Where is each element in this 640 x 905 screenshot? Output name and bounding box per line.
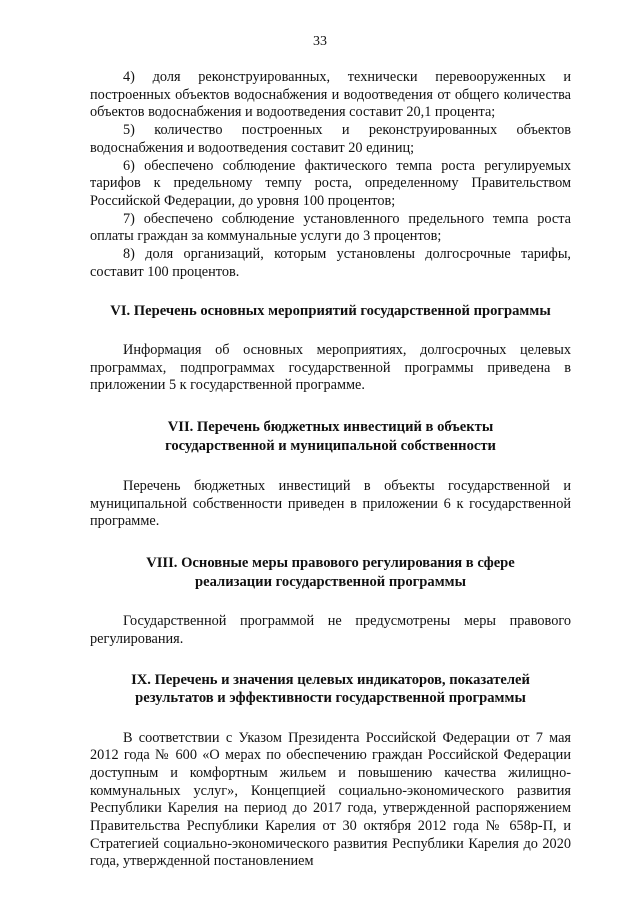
section-6-body: Информация об основных мероприятиях, долгосрочных целевых программах, подпрограммах государственной программы приведена в приложении 5 к государственной программе. — [90, 341, 571, 394]
section-8-body: Государственной программой не предусмотрены меры правового регулирования. — [90, 613, 571, 647]
section-6-heading-line-1: VI. Перечень основных мероприятий государственной программы — [110, 303, 551, 320]
section-7-heading-line-1: VII. Перечень бюджетных инвестиций в объекты — [167, 419, 494, 436]
section-7-heading-line-2: государственной и муниципальной собственности — [165, 437, 496, 454]
section-9-heading-line-1: IX. Перечень и значения целевых индикаторов, показателей — [131, 671, 530, 688]
section-9-heading — [90, 671, 571, 708]
list-item-6: 6) обеспечено соблюдение фактического темпа роста регулируемых тарифов к предельному темпу роста, определенному Правительством Российской Федерации, до уровня 100 процентов; — [90, 157, 571, 209]
section-8-heading — [90, 554, 571, 591]
list-item-7: 7) обеспечено соблюдение установленного предельного темпа роста оплаты граждан за коммунальные услуги до 3 процентов; — [90, 210, 571, 245]
section-6-heading — [90, 302, 571, 321]
section-8-heading-line-2: реализации государственной программы — [195, 573, 466, 590]
list-item-8: 8) доля организаций, которым установлены долгосрочные тарифы, составит 100 процентов. — [90, 246, 571, 280]
section-9-heading-line-2: результатов и эффективности государственной программы — [135, 690, 526, 707]
document-body — [90, 69, 571, 871]
section-9-body: В соответствии с Указом Президента Российской Федерации от 7 мая 2012 года № 600 «О мерах по обеспечению граждан Российской Федерации доступным и комфортным жильем и повышению качества жилищно-коммунальных услуг», Концепцией социально-экономического развития Республики Карелия на период до 2017 года, утвержденной распоряжением Правительства Республики Карелия от 30 октября 2012 года № 658р-П, и Стратегией социально-экономического развития Республики Карелия до 2020 года, утвержденной постановлением — [90, 729, 571, 870]
list-item-4: 4) доля реконструированных, технически перевооруженных и построенных объектов водоснабжения и водоотведения от общего количества объектов водоснабжения и водоотведения составит 20,1 процента; — [90, 69, 571, 121]
page-number: 33 — [313, 34, 327, 49]
section-8-heading-line-1: VIII. Основные меры правового регулирования в сфере — [146, 555, 515, 572]
section-7-body: Перечень бюджетных инвестиций в объекты государственной и муниципальной собственности приведен в приложении 6 к государственной программе. — [90, 478, 571, 530]
section-7-heading — [90, 418, 571, 455]
list-item-5: 5) количество построенных и реконструированных объектов водоснабжения и водоотведения составит 20 единиц; — [90, 122, 571, 156]
